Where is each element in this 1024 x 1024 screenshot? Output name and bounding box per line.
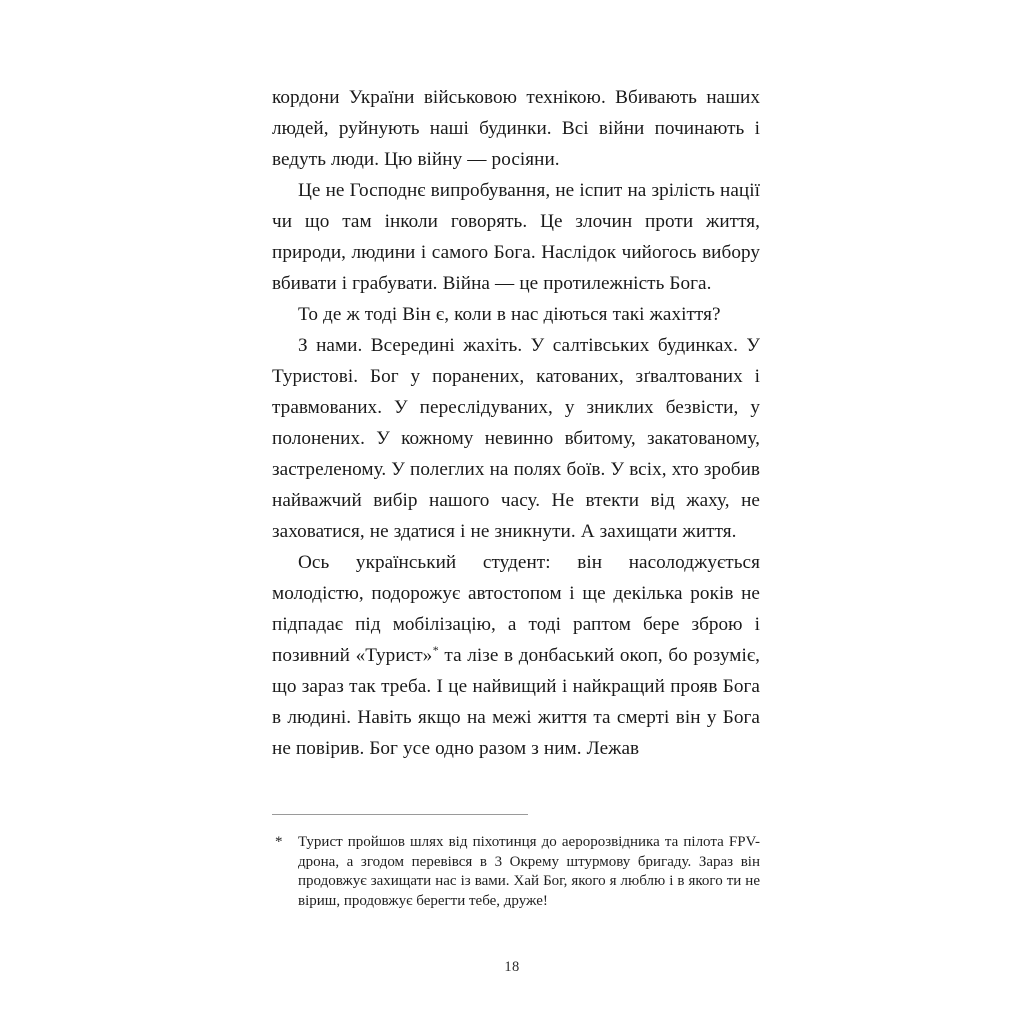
footnote-item bbox=[272, 833, 760, 911]
paragraph-1: кордони України військовою технікою. Вбивають наших людей, руйнують наші будинки. Всі війни починають і ведуть люди. Цю війну — росіяни. bbox=[272, 87, 760, 170]
footnote-separator-rule bbox=[272, 814, 528, 815]
paragraph-3: То де ж тоді Він є, коли в нас діються такі жахіття? bbox=[298, 304, 721, 325]
paragraph-5-text-before-footnote: Ось український студент: він насолоджується молодістю, подорожує автостопом і ще декілька років не підпадає під мобілізацію, а тоді раптом бере зброю і позивний «Турист» bbox=[272, 552, 760, 666]
footnote-marker-asterisk: * bbox=[275, 834, 283, 850]
paragraph-5-text-after-footnote: та лізе в донбаський окоп, бо розуміє, що зараз так треба. І це найвищий і найкращий прояв Бога в людині. Навіть якщо на межі життя та смерті він у Бога не повірив. Бог усе одно разом з ним. Лежав bbox=[272, 645, 760, 759]
footnote-reference-marker[interactable]: * bbox=[432, 642, 439, 657]
paragraph-5-with-footnote bbox=[272, 547, 760, 764]
paragraph-4: З нами. Всередині жахіть. У салтівських будинках. У Туристові. Бог у поранених, катованих, зґвалтованих і травмованих. У переслідуваних, у зниклих безвісти, у полонених. У кожному невинно вбитому, закатованому, застреленому. У полеглих на полях боїв. У всіх, хто зробив найважчий вибір нашого часу. Не втекти від жаху, не заховатися, не здатися і не зникнути. А захищати життя. bbox=[272, 335, 760, 542]
main-text-block bbox=[272, 82, 760, 764]
paragraph-2: Це не Господнє випробування, не іспит на зрілість нації чи що там інколи говорять. Це злочин проти життя, природи, людини і самого Бога. Наслідок чийогось вибору вбивати і грабувати. Війна — це протилежність Бога. bbox=[272, 180, 760, 294]
page-number: 18 bbox=[504, 959, 520, 975]
footnote-text: Турист пройшов шлях від піхотинця до аеророзвідника та пілота FPV-дрона, а згодом перевівся в 3 Окрему штурмову бригаду. Зараз він продовжує захищати нас із вами. Хай Бог, якого я люблю і в якого ти не віриш, продовжує берегти тебе, друже! bbox=[298, 834, 760, 909]
footnote-block bbox=[272, 833, 760, 911]
